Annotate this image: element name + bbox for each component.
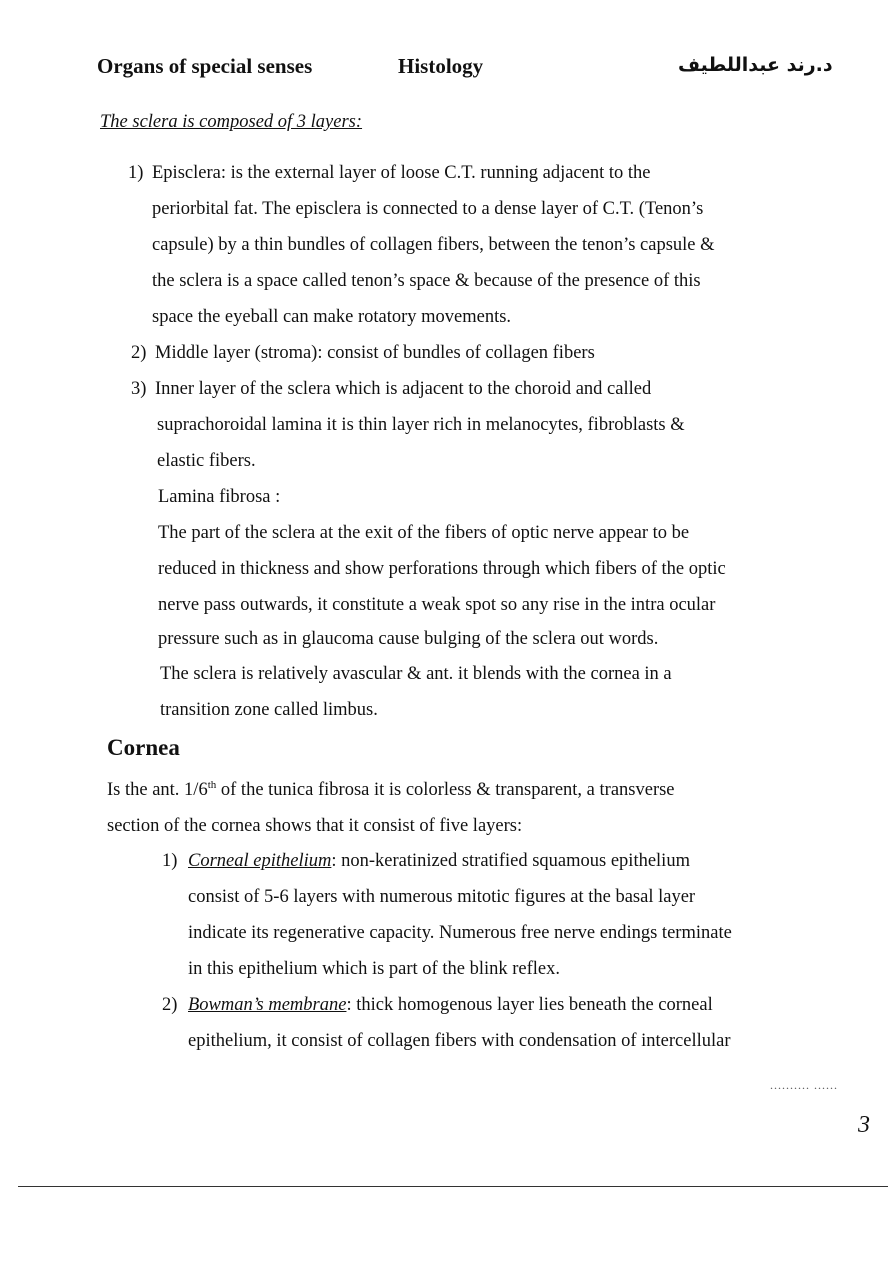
cornea-item-1-line-1 (188, 843, 690, 879)
sclera-item-1-line-4: the sclera is a space called tenon’s space & because of the presence of this (152, 271, 701, 291)
cornea-item-2-first-rest: : thick homogenous layer lies beneath the corneal (346, 995, 713, 1015)
cornea-item-1-term: Corneal epithelium (188, 851, 332, 871)
sclera-avascular-line-1: The sclera is relatively avascular & ant. it blends with the cornea in a (160, 664, 672, 684)
cornea-intro-text-start: Is the ant. 1/6 (107, 780, 208, 800)
cornea-intro-line-1 (107, 772, 803, 808)
cornea-item-2-number: 2) (162, 995, 178, 1015)
page-number: 3 (858, 1112, 870, 1138)
cornea-item-1-line-3: indicate its regenerative capacity. Numerous free nerve endings terminate (188, 923, 732, 943)
sclera-item-1-line-2: periorbital fat. The episclera is connected to a dense layer of C.T. (Tenon’s (152, 199, 704, 219)
cornea-item-1-number: 1) (162, 851, 178, 871)
cornea-intro-superscript: th (207, 778, 217, 791)
sclera-item-1-number: 1) (128, 163, 144, 183)
sclera-heading: The sclera is composed of 3 layers: (100, 112, 363, 132)
cornea-item-1-line-4: in this epithelium which is part of the blink reflex. (188, 959, 560, 979)
lamina-fibrosa-title: Lamina fibrosa : (158, 487, 281, 507)
header-course-title: Organs of special senses (97, 54, 313, 78)
lamina-fibrosa-line-1: The part of the sclera at the exit of the fibers of optic nerve appear to be (158, 523, 690, 543)
sclera-item-2-number: 2) (131, 343, 147, 363)
sclera-avascular-line-2: transition zone called limbus. (160, 700, 378, 720)
header-subject: Histology (398, 54, 484, 78)
sclera-item-2-line-1: Middle layer (stroma): consist of bundles of collagen fibers (155, 343, 595, 363)
sclera-item-1-line-1: Episclera: is the external layer of loose C.T. running adjacent to the (152, 163, 651, 183)
cornea-item-1-line-2: consist of 5-6 layers with numerous mitotic figures at the basal layer (188, 887, 696, 907)
lamina-fibrosa-line-4: pressure such as in glaucoma cause bulging of the sclera out words. (158, 629, 659, 649)
cornea-intro-line-2: section of the cornea shows that it consist of five layers: (107, 816, 523, 836)
cornea-item-2-line-2: epithelium, it consist of collagen fibers with condensation of intercellular (188, 1031, 731, 1051)
footer-dotted-mark: .......... ...... (770, 1078, 838, 1092)
footer-rule (18, 1186, 888, 1187)
cornea-item-2-line-1 (188, 987, 713, 1023)
sclera-item-1-line-3: capsule) by a thin bundles of collagen fibers, between the tenon’s capsule & (152, 235, 715, 255)
lamina-fibrosa-line-2: reduced in thickness and show perforations through which fibers of the optic (158, 559, 726, 579)
sclera-item-3-number: 3) (131, 379, 147, 399)
cornea-intro-text-end: of the tunica fibrosa it is colorless & transparent, a transverse (216, 780, 675, 800)
header-author-arabic: د.رند عبداللطيف (678, 54, 833, 76)
cornea-item-1-first-rest: : non-keratinized stratified squamous epithelium (331, 851, 690, 871)
lamina-fibrosa-line-3: nerve pass outwards, it constitute a weak spot so any rise in the intra ocular (158, 595, 716, 615)
sclera-item-3-line-1: Inner layer of the sclera which is adjacent to the choroid and called (155, 379, 652, 399)
cornea-heading: Cornea (107, 735, 180, 760)
sclera-item-3-line-2: suprachoroidal lamina it is thin layer rich in melanocytes, fibroblasts & (157, 415, 685, 435)
sclera-item-3-line-3: elastic fibers. (157, 451, 256, 471)
sclera-item-1-line-5: space the eyeball can make rotatory movements. (152, 307, 512, 327)
cornea-item-2-term: Bowman’s membrane (188, 995, 347, 1015)
